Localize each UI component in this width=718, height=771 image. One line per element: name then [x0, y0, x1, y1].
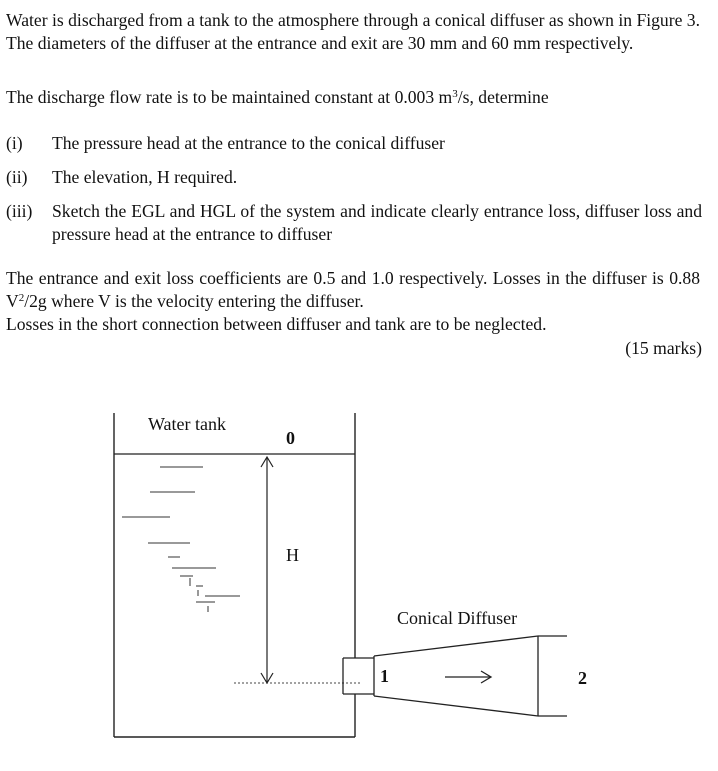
problem-intro: Water is discharged from a tank to the atmosphere through a conical diffuser as shown in Figure 3. The diameters of the diffuser at the entrance and exit are 30 mm and 60 mm respectively. [6, 10, 700, 53]
tank [114, 413, 355, 737]
height-label: H [286, 545, 299, 565]
tank-label: Water tank [148, 414, 227, 434]
item-number: (iii) [6, 201, 33, 221]
loss-coefficients: The entrance and exit loss coefficients are 0.5 and 1.0 respectively. Losses in the diffuser is 0.88 $V^2/2g$ where V is the velocity entering the diffuser. [6, 268, 700, 311]
item-text: The pressure head at the entrance to the conical diffuser [52, 133, 445, 153]
item-text: Sketch the EGL and HGL of the system and indicate clearly entrance loss, diffuser loss and pressure head at the entrance to diffuser [52, 201, 702, 244]
marks: (15 marks) [625, 338, 702, 358]
conical-diffuser [374, 636, 567, 716]
item-text: The elevation, H required. [52, 167, 238, 187]
point-2-label: 2 [578, 668, 587, 688]
point-1-label: 1 [380, 666, 389, 686]
water-hatching [122, 467, 240, 612]
height-dimension [261, 457, 273, 683]
point-0-label: 0 [286, 428, 295, 448]
connection-pipe [343, 658, 374, 694]
diffuser-label: Conical Diffuser [397, 608, 518, 628]
connection-note: Losses in the short connection between diffuser and tank are to be neglected. [6, 314, 547, 334]
flow-arrow [445, 671, 491, 683]
flow-rate-statement: The discharge flow rate is to be maintained constant at 0.003 $m^3/s$, determine [6, 87, 549, 107]
item-number: (i) [6, 133, 23, 153]
item-number: (ii) [6, 167, 28, 187]
